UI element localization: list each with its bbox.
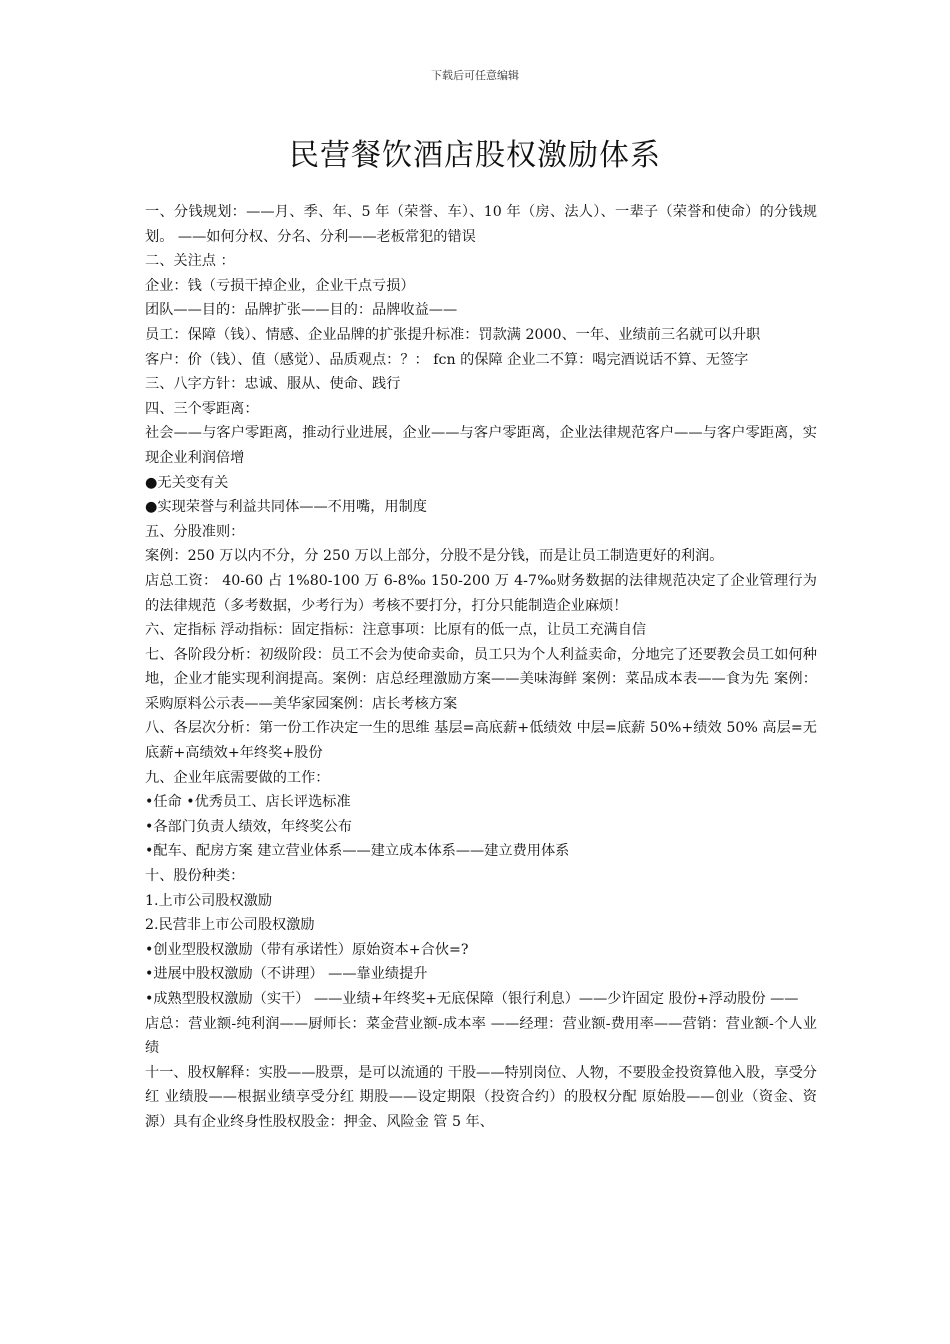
paragraph: 八、各层次分析：第一份工作决定一生的思维 基层=高底薪+低绩效 中层=底薪 50%+绩效 50% 高层=无底薪+高绩效+年终奖+股份	[145, 720, 817, 762]
paragraph: •创业型股权激励（带有承诺性）原始资本+合伙=?	[145, 941, 469, 958]
paragraph: 1.上市公司股权激励	[145, 892, 273, 909]
paragraph: 社会——与客户零距离，推动行业进展，企业——与客户零距离，企业法律规范客户——与客户零距离，实现企业利润倍增	[145, 425, 817, 466]
paragraph: 员工：保障（钱）、情感、企业品牌的扩张提升标准：罚款满 2000、一年、业绩前三名就可以升职	[145, 326, 761, 343]
paragraph: •配车、配房方案 建立营业体系——建立成本体系——建立费用体系	[145, 843, 570, 860]
paragraph: 一、分钱规划：——月、季、年、5 年（荣誉、车）、10 年（房、法人）、一辈子（荣誉和使命）的分钱规划。 ——如何分权、分名、分利——老板常犯的错误	[145, 204, 817, 245]
paragraph: 2.民营非上市公司股权激励	[145, 917, 315, 934]
paragraph: •成熟型股权激励（实干） ——业绩+年终奖+无底保障（银行利息）——少许固定 股份+浮动股份 ——	[145, 991, 799, 1007]
header-note: 下载后可任意编辑	[431, 69, 519, 82]
paragraph: •任命 •优秀员工、店长评选标准	[145, 794, 351, 811]
paragraph: 客户：价（钱）、值（感觉）、品质观点：？： fcn 的保障 企业二不算：喝完酒说话不算、无签字	[145, 351, 749, 368]
paragraph: 店总：营业额-纯利润——厨师长：菜金营业额-成本率 ——经理：营业额-费用率——营销：营业额-个人业绩	[145, 1015, 817, 1057]
paragraph: 案例：250 万以内不分，分 250 万以上部分，分股不是分钱，而是让员工制造更好的利润。	[145, 548, 724, 565]
paragraph: 十、股份种类：	[145, 868, 245, 885]
paragraph: ●无关变有关	[145, 474, 229, 491]
paragraph: 三、八字方针：忠诚、服从、使命、践行	[145, 376, 401, 393]
document-title: 民营餐饮酒店股权激励体系	[289, 138, 661, 173]
paragraph: •进展中股权激励（不讲理） ——靠业绩提升	[145, 966, 428, 983]
document-body	[145, 200, 817, 1135]
paragraph: ●实现荣誉与利益共同体——不用嘴，用制度	[145, 499, 427, 516]
paragraph: 十一、股权解释：实股——股票，是可以流通的 干股——特别岗位、人物，不要股金投资算他入股，享受分红 业绩股——根据业绩享受分红 期股——设定期限（投资合约）的股权分配 原始股——创业（资金、资源）具有企业终身性股权股金：押金、风险金 管 5 年、	[145, 1064, 817, 1130]
paragraph: 五、分股准则：	[145, 523, 245, 540]
paragraph: 六、定指标 浮动指标：固定指标：注意事项：比原有的低一点，让员工充满自信	[145, 622, 647, 639]
paragraph: 四、三个零距离：	[145, 400, 259, 417]
paragraph: 二、关注点 ：	[145, 253, 235, 270]
paragraph: 团队——目的：品牌扩张——目的：品牌收益——	[145, 302, 458, 319]
paragraph: 七、各阶段分析：初级阶段：员工不会为使命卖命，员工只为个人利益卖命，分地完了还要教会员工如何种地，企业才能实现利润提高。案例：店总经理激励方案——美味海鲜 案例：菜品成本表——食为先 案例：采购原料公示表——美华家园案例：店长考核方案	[145, 646, 817, 712]
paragraph: 九、企业年底需要做的工作：	[145, 769, 330, 786]
paragraph: •各部门负责人绩效，年终奖公布	[145, 818, 352, 835]
paragraph: 企业：钱（亏损干掉企业，企业干点亏损）	[145, 277, 415, 294]
paragraph: 店总工资： 40-60 占 1%80-100 万 6-8‰ 150-200 万 4-7‰财务数据的法律规范决定了企业管理行为的法律规范（多考数据，少考行为）考核不要打分，打分只能制造企业麻烦！	[145, 572, 817, 614]
